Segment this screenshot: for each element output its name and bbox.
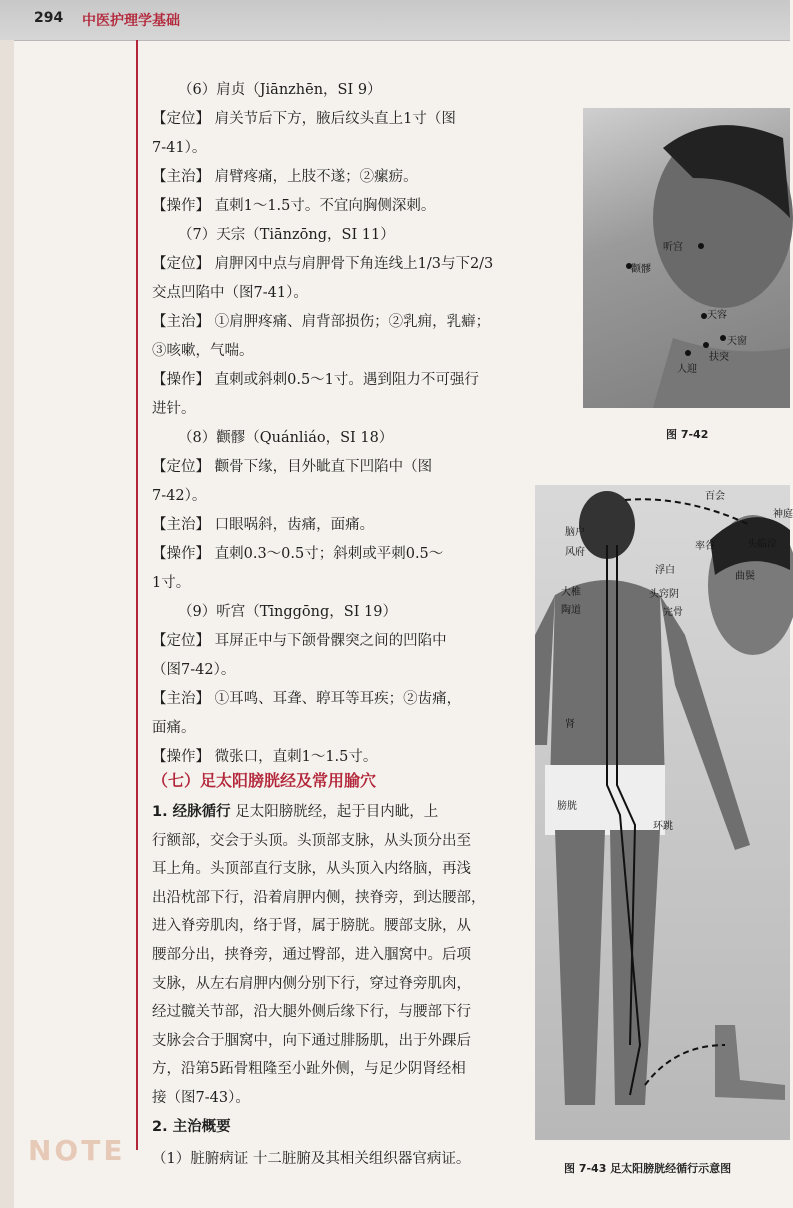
body-line: 面痛。 bbox=[152, 720, 196, 736]
paragraph-line: 支脉，从左右肩胛内侧分别下行，穿过脊旁肌肉， bbox=[152, 975, 471, 992]
paragraph-line: 方，沿第5跖骨粗隆至小趾外侧，与足少阴肾经相 bbox=[152, 1061, 466, 1078]
body-line: 【主治】 ①肩胛疼痛、肩背部损伤；②乳痈，乳癖； bbox=[152, 314, 491, 330]
paragraph-line: 耳上角。头顶部直行支脉，从头顶入内络脑，再浅 bbox=[152, 861, 471, 878]
body-line: 【操作】 直刺1～1.5寸。不宜向胸侧深刺。 bbox=[152, 198, 436, 214]
figure-7-43-photo bbox=[535, 485, 793, 1140]
body-line: 7-42）。 bbox=[152, 488, 207, 504]
body-line: （图7-42）。 bbox=[152, 662, 236, 678]
point-renying: 人迎 bbox=[677, 364, 697, 375]
body-line: 进针。 bbox=[152, 401, 196, 417]
point-futu: 扶突 bbox=[709, 352, 729, 363]
point-huantiao: 环跳 bbox=[653, 821, 673, 832]
point-tianrong: 天容 bbox=[707, 310, 727, 321]
organ-bladder: 膀胱 bbox=[557, 801, 577, 812]
point-naohu: 脑户 bbox=[565, 527, 585, 538]
body-line: ③咳嗽，气喘。 bbox=[152, 343, 254, 359]
body-line: （9）听宫（Tīnggōng，SI 19） bbox=[178, 604, 398, 620]
body-line: （6）肩贞（Jiānzhēn，SI 9） bbox=[178, 82, 382, 98]
point-touqiaoyin: 头窍阴 bbox=[649, 589, 679, 600]
body-line: （7）天宗（Tiānzōng，SI 11） bbox=[178, 227, 395, 243]
subheading-meridian-course: 1. 经脉循行 bbox=[152, 804, 231, 820]
zangfu-line: （1）脏腑病证 十二脏腑及其相关组织器官病证。 bbox=[152, 1151, 471, 1167]
point-taodao: 陶道 bbox=[561, 605, 581, 616]
section-heading: （七）足太阳膀胱经及常用腧穴 bbox=[152, 771, 377, 790]
page-number: 294 bbox=[34, 10, 64, 26]
figure-7-42-caption: 图 7-42 bbox=[666, 428, 709, 441]
paragraph-line: 经过髋关节部，沿大腿外侧后缘下行，与腰部下行 bbox=[152, 1004, 471, 1021]
page-header bbox=[0, 0, 790, 41]
body-line: 【操作】 直刺0.3～0.5寸；斜刺或平刺0.5～ bbox=[152, 546, 444, 562]
body-line: 【主治】 口眼㖞斜，齿痛，面痛。 bbox=[152, 517, 375, 533]
paragraph-line: 进入脊旁肌肉，络于肾，属于膀胱。腰部支脉，从 bbox=[152, 918, 471, 935]
point-tianchuang: 天窗 bbox=[727, 336, 747, 347]
body-line: 【主治】 肩臂疼痛，上肢不遂；②瘰疬。 bbox=[152, 169, 418, 185]
point-tinggong: 听宫 bbox=[663, 242, 683, 253]
point-fengfu: 风府 bbox=[565, 547, 585, 558]
paragraph-line: 1. 经脉循行 足太阳膀胱经，起于目内眦，上 bbox=[152, 804, 439, 820]
body-line: 【主治】 ①耳鸣、耳聋、聤耳等耳疾；②齿痛， bbox=[152, 691, 462, 707]
point-baihui: 百会 bbox=[705, 491, 725, 502]
point-qubin: 曲鬓 bbox=[735, 571, 755, 582]
organ-kidney: 肾 bbox=[565, 719, 575, 730]
body-line: 【定位】 肩关节后下方，腋后纹头直上1寸（图 bbox=[152, 111, 456, 127]
book-title: 中医护理学基础 bbox=[82, 13, 180, 29]
body-line: 【定位】 耳屏正中与下颌骨髁突之间的凹陷中 bbox=[152, 633, 447, 649]
margin-rule bbox=[136, 40, 138, 1150]
body-line: 【操作】 直刺或斜刺0.5～1寸。遇到阻力不可强行 bbox=[152, 372, 479, 388]
figure-7-42-photo bbox=[583, 108, 790, 408]
body-line: 1寸。 bbox=[152, 575, 191, 591]
point-fubai: 浮白 bbox=[655, 565, 675, 576]
body-line: （8）颧髎（Quánliáo，SI 18） bbox=[178, 430, 394, 446]
paragraph-line: 支脉会合于腘窝中，向下通过腓肠肌，出于外踝后 bbox=[152, 1032, 471, 1049]
point-shuaigu: 率谷 bbox=[695, 541, 715, 552]
subheading-main-indications: 2. 主治概要 bbox=[152, 1119, 231, 1135]
body-line: 7-41）。 bbox=[152, 140, 207, 156]
left-margin bbox=[0, 40, 14, 1208]
body-line: 交点凹陷中（图7-41）。 bbox=[152, 285, 308, 301]
point-wangu: 完骨 bbox=[663, 607, 683, 618]
point-toulinqi: 头临泣 bbox=[747, 539, 777, 550]
body-line: 【定位】 肩胛冈中点与肩胛骨下角连线上1/3与下2/3 bbox=[152, 256, 494, 272]
paragraph-line: 腰部分出，挟脊旁，通过臀部，进入腘窝中。后项 bbox=[152, 947, 471, 963]
point-dazhui: 大椎 bbox=[561, 587, 581, 598]
point-shenting: 神庭 bbox=[773, 509, 793, 520]
note-watermark: NOTE bbox=[28, 1134, 126, 1167]
paragraph-line: 出沿枕部下行，沿着肩胛内侧，挟脊旁，到达腰部， bbox=[152, 889, 486, 906]
body-line: 【定位】 颧骨下缘，目外眦直下凹陷中（图 bbox=[152, 459, 433, 475]
point-quanliao: 颧髎 bbox=[631, 264, 651, 275]
paragraph-line: 接（图7-43）。 bbox=[152, 1090, 250, 1106]
figure-7-43-caption: 图 7-43 足太阳膀胱经循行示意图 bbox=[564, 1162, 732, 1175]
paragraph-line: 行额部，交会于头顶。头顶部支脉，从头顶分出至 bbox=[152, 832, 471, 849]
body-line: 【操作】 微张口，直刺1～1.5寸。 bbox=[152, 749, 378, 765]
